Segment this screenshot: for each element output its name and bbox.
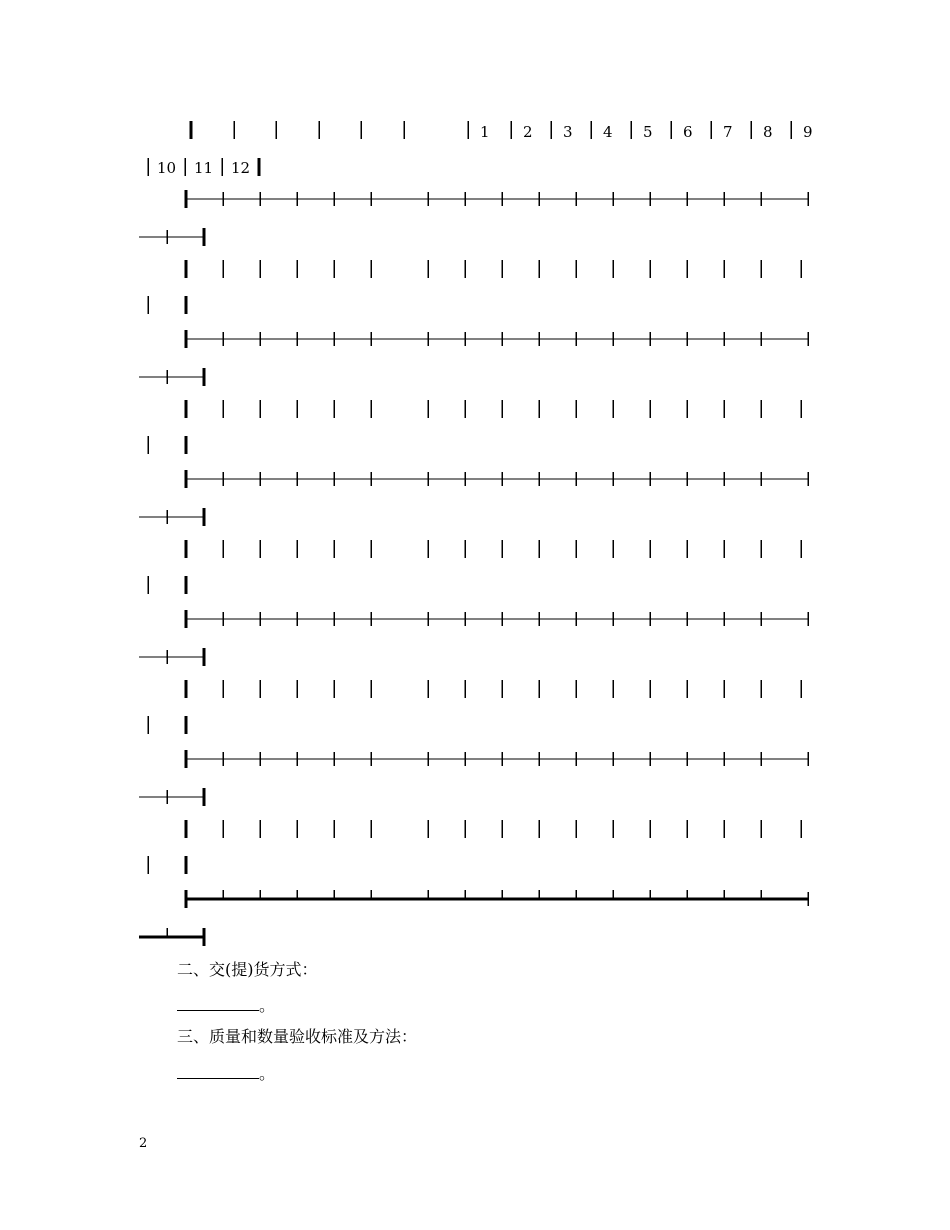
month-label-5: 5 [643, 123, 653, 141]
month-label-1: 1 [480, 123, 490, 141]
page-number: 2 [139, 1136, 148, 1151]
section-acceptance-standard [177, 1027, 417, 1047]
month-label-12: 12 [231, 159, 251, 177]
section-delivery-blank-line [177, 996, 275, 1016]
delivery-suffix: 。 [259, 996, 276, 1015]
acceptance-blank[interactable] [177, 1064, 259, 1079]
delivery-blank[interactable] [177, 996, 259, 1011]
month-label-7: 7 [723, 123, 733, 141]
section-delivery-method [177, 960, 318, 980]
month-label-4: 4 [603, 123, 613, 141]
month-label-3: 3 [563, 123, 573, 141]
month-label-11: 11 [194, 159, 214, 177]
section-delivery-heading: 二、交(提)货方式： [177, 960, 318, 979]
section-acceptance-blank-line [177, 1064, 275, 1084]
month-label-9: 9 [803, 123, 813, 141]
table-layer [139, 121, 813, 946]
section-acceptance-heading: 三、质量和数量验收标准及方法： [177, 1027, 418, 1046]
month-label-10: 10 [157, 159, 177, 177]
month-label-6: 6 [683, 123, 693, 141]
month-label-8: 8 [763, 123, 773, 141]
acceptance-suffix: 。 [259, 1064, 276, 1083]
month-label-2: 2 [523, 123, 533, 141]
